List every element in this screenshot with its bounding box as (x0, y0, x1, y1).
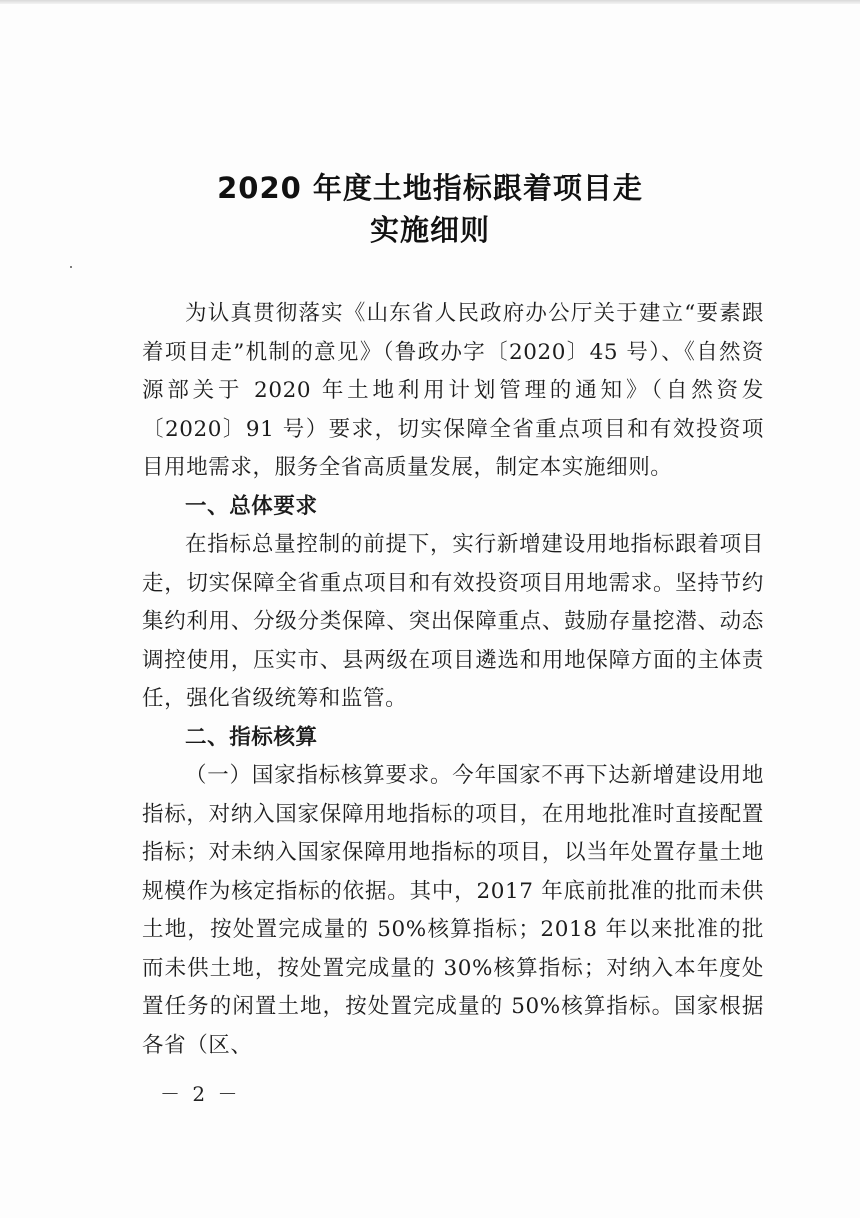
section1-heading: 一、总体要求 (185, 493, 318, 519)
page-number: － 2 － (160, 1082, 241, 1106)
document-body (142, 295, 764, 1065)
scan-edge (0, 0, 860, 4)
section2-heading: 二、指标核算 (185, 724, 318, 750)
section1-paragraph: 在指标总量控制的前提下，实行新增建设用地指标跟着项目走，切实保障全省重点项目和有效投资项目用地需求。坚持节约集约利用、分级分类保障、突出保障重点、鼓励存量挖潜、动态调控使用，压实市、县两级在项目遴选和用地保障方面的主体责任，强化省级统筹和监管。 (142, 532, 764, 711)
scan-speck (70, 266, 72, 268)
document-title-line1: 2020 年度土地指标跟着项目走 (217, 171, 643, 205)
document-title-line2: 实施细则 (369, 213, 490, 247)
intro-paragraph: 为认真贯彻落实《山东省人民政府办公厅关于建立“要素跟着项目走”机制的意见》（鲁政办字〔2020〕45 号）、《自然资源部关于 2020 年土地利用计划管理的通知》（自然资发〔2020〕91 号）要求，切实保障全省重点项目和有效投资项目用地需求，服务全省高质量发展，制定本实施细则。 (142, 301, 764, 480)
section2-paragraph: （一）国家指标核算要求。今年国家不再下达新增建设用地指标，对纳入国家保障用地指标的项目，在用地批准时直接配置指标；对未纳入国家保障用地指标的项目，以当年处置存量土地规模作为核定指标的依据。其中，2017 年底前批准的批而未供土地，按处置完成量的 50%核算指标；2018 年以来批准的批而未供土地，按处置完成量的 30%核算指标；对纳入本年度处置任务的闲置土地，按处置完成量的 50%核算指标。国家根据各省（区、 (142, 763, 764, 1058)
